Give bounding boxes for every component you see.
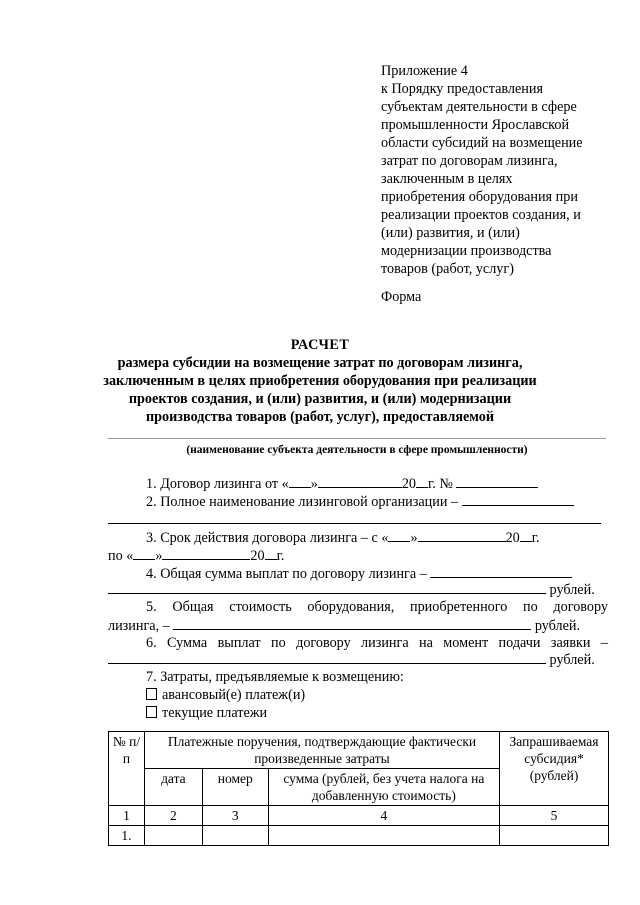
currency-label: рублей. xyxy=(534,618,581,634)
term-start-day-field[interactable] xyxy=(388,528,410,542)
item-4-total-cont xyxy=(108,580,608,599)
item-1-label: 1. Договор лизинга от « xyxy=(146,476,289,492)
table-header-row xyxy=(109,732,609,769)
item-4-label: 4. Общая сумма выплат по договору лизинга – xyxy=(146,566,427,582)
item-7-costs xyxy=(146,668,640,686)
item-6-paid-cont xyxy=(108,650,608,669)
currency-label: рублей. xyxy=(549,582,595,598)
term-end-month-field[interactable] xyxy=(162,546,250,560)
quote-close: » xyxy=(310,476,318,492)
currency-label: рублей. xyxy=(549,652,595,668)
appendix-line: модернизации производства xyxy=(381,243,552,259)
total-payments-continuation-field[interactable] xyxy=(108,580,546,594)
col-number: 5 xyxy=(500,806,609,826)
lessor-name-continuation-field[interactable] xyxy=(108,523,601,524)
advance-label: авансовый(е) платеж(и) xyxy=(162,687,306,703)
col-number: 1 xyxy=(109,806,145,826)
item-5-label-cont: лизинга, – xyxy=(108,618,170,634)
item-3-label: 3. Срок действия договора лизинга – с « xyxy=(146,530,389,546)
cell-date[interactable] xyxy=(144,826,202,846)
header-number: номер xyxy=(202,769,268,806)
item-7-label: 7. Затраты, предъявляемые к возмещению: xyxy=(146,669,404,685)
appendix-line: реализации проектов создания, и xyxy=(381,207,581,223)
document-title xyxy=(100,336,540,426)
header-orders: Платежные поручения, подтверждающие фактически произведенные затраты xyxy=(144,732,499,769)
paid-amount-field[interactable] xyxy=(108,650,546,664)
number-label: г. № xyxy=(428,476,453,492)
year-prefix: 20 xyxy=(505,530,520,546)
appendix-line: субъектам деятельности в сфере xyxy=(381,99,577,115)
term-end-year-field[interactable] xyxy=(265,546,277,560)
term-end-prefix: по « xyxy=(108,548,134,564)
cell-sum[interactable] xyxy=(268,826,499,846)
year-prefix: 20 xyxy=(250,548,265,564)
current-checkbox[interactable] xyxy=(146,706,157,718)
col-number: 2 xyxy=(144,806,202,826)
table-column-numbers-row xyxy=(109,806,609,826)
appendix-line: промышленности Ярославской xyxy=(381,117,570,133)
item-3-term xyxy=(146,528,640,547)
appendix-line: (или) развития, и (или) xyxy=(381,225,520,241)
appendix-line: затрат по договорам лизинга, xyxy=(381,153,558,169)
entity-name-field[interactable] xyxy=(108,438,606,439)
title-line: заключенным в целях приобретения оборудования при реализации xyxy=(103,373,537,389)
appendix-line: к Порядку предоставления xyxy=(381,81,543,97)
header-num: № п/п xyxy=(109,732,145,806)
appendix-block xyxy=(381,62,621,278)
subsidy-table xyxy=(108,731,609,846)
advance-checkbox[interactable] xyxy=(146,688,157,700)
header-subsidy: Запрашиваемая субсидия* (рублей) xyxy=(500,732,609,806)
row-num: 1. xyxy=(109,826,145,846)
option-current xyxy=(146,704,640,722)
col-number: 3 xyxy=(202,806,268,826)
col-number: 4 xyxy=(268,806,499,826)
total-payments-field[interactable] xyxy=(430,564,572,578)
term-end-day-field[interactable] xyxy=(133,546,155,560)
title-line: проектов создания, и (или) развития, и (или) модернизации xyxy=(128,391,512,407)
term-start-year-field[interactable] xyxy=(520,528,532,542)
title-line: производства товаров (работ, услуг), предоставляемой xyxy=(145,409,495,425)
option-advance xyxy=(146,686,640,704)
contract-day-field[interactable] xyxy=(289,474,311,488)
item-5-label: 5. Общая стоимость оборудования, приобретенного по договору xyxy=(146,599,608,615)
title-line: размера субсидии на возмещение затрат по договорам лизинга, xyxy=(117,355,523,371)
year-suffix: г. xyxy=(276,548,285,564)
title-heading: РАСЧЕТ xyxy=(290,337,350,353)
item-2-lessor xyxy=(146,492,640,511)
item-5-cost-cont xyxy=(108,616,608,635)
cell-number[interactable] xyxy=(202,826,268,846)
appendix-line: Приложение 4 xyxy=(381,63,468,79)
item-6-label: 6. Сумма выплат по договору лизинга на момент подачи заявки – xyxy=(146,635,608,651)
year-prefix: 20 xyxy=(401,476,417,492)
item-2-label: 2. Полное наименование лизинговой организации – xyxy=(146,494,459,510)
quote-close: » xyxy=(155,548,163,564)
quote-close: » xyxy=(410,530,418,546)
header-date: дата xyxy=(144,769,202,806)
equipment-cost-field[interactable] xyxy=(173,616,531,630)
form-label: Форма xyxy=(381,289,422,305)
item-5-cost xyxy=(146,598,608,616)
appendix-line: области субсидий на возмещение xyxy=(381,135,583,151)
cell-subsidy[interactable] xyxy=(500,826,609,846)
contract-month-field[interactable] xyxy=(318,474,402,488)
contract-number-field[interactable] xyxy=(456,474,538,488)
current-label: текущие платежи xyxy=(162,705,268,721)
year-suffix: г. xyxy=(531,530,540,546)
appendix-line: заключенным в целях xyxy=(381,171,513,187)
appendix-line: товаров (работ, услуг) xyxy=(381,261,514,277)
appendix-line: приобретения оборудования при xyxy=(381,189,578,205)
table-row xyxy=(109,826,609,846)
entity-caption: (наименование субъекта деятельности в сфере промышленности) xyxy=(186,444,528,456)
item-3-term-end xyxy=(108,546,608,565)
item-1-contract xyxy=(146,474,640,493)
contract-year-field[interactable] xyxy=(416,474,428,488)
header-sum: сумма (рублей, без учета налога на добавленную стоимость) xyxy=(268,769,499,806)
lessor-name-field[interactable] xyxy=(462,492,574,506)
term-start-month-field[interactable] xyxy=(418,528,506,542)
